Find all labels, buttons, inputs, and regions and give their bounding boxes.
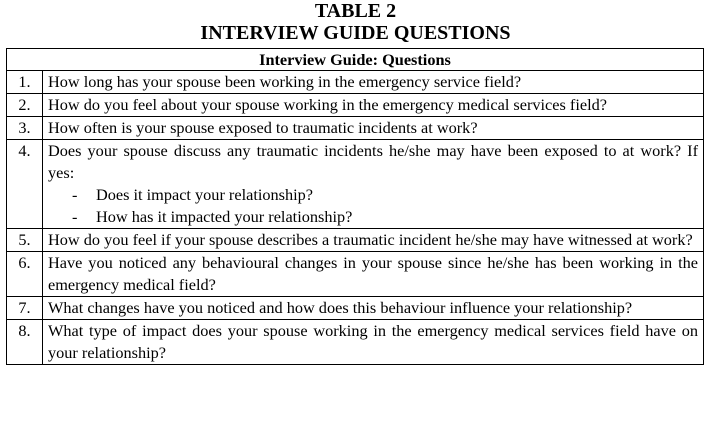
table-row [7,117,704,140]
table-row [7,252,704,297]
question-text: What type of impact does your spouse working in the emergency medical services field have on your relationship? [43,320,704,365]
question-text: How do you feel if your spouse describes a traumatic incident he/she may have witnessed at work? [43,229,704,252]
table-header-row [7,49,704,71]
question-cell [43,140,704,229]
table-row [7,229,704,252]
question-number: 8. [7,320,43,365]
question-text: Have you noticed any behavioural changes in your spouse since he/she has been working in the emergency medical field? [43,252,704,297]
question-number: 7. [7,297,43,320]
question-number: 5. [7,229,43,252]
question-number: 3. [7,117,43,140]
question-number: 6. [7,252,43,297]
question-text: What changes have you noticed and how does this behaviour influence your relationship? [43,297,704,320]
question-number: 1. [7,71,43,94]
table-row [7,320,704,365]
question-text: How long has your spouse been working in the emergency service field? [43,71,704,94]
question-text: How often is your spouse exposed to traumatic incidents at work? [43,117,704,140]
table-row [7,297,704,320]
dash-bullet: - [72,207,78,226]
table-title: INTERVIEW GUIDE QUESTIONS [200,22,511,44]
table-row [7,71,704,94]
interview-questions-table [6,48,704,365]
table-row [7,94,704,117]
table-header: Interview Guide: Questions [7,49,704,71]
question-text: Does your spouse discuss any traumatic incidents he/she may have been exposed to at work? If yes: [48,141,698,182]
sub-question-list [48,184,698,228]
table-label: TABLE 2 [314,0,397,22]
sub-question-item [70,206,698,228]
table-row [7,140,704,229]
dash-bullet: - [72,185,78,204]
question-number: 2. [7,94,43,117]
question-number: 4. [7,140,43,229]
question-text: How do you feel about your spouse working in the emergency medical services field? [43,94,704,117]
sub-question-text: Does it impact your relationship? [96,185,314,204]
sub-question-text: How has it impacted your relationship? [96,207,353,226]
sub-question-item [70,184,698,206]
